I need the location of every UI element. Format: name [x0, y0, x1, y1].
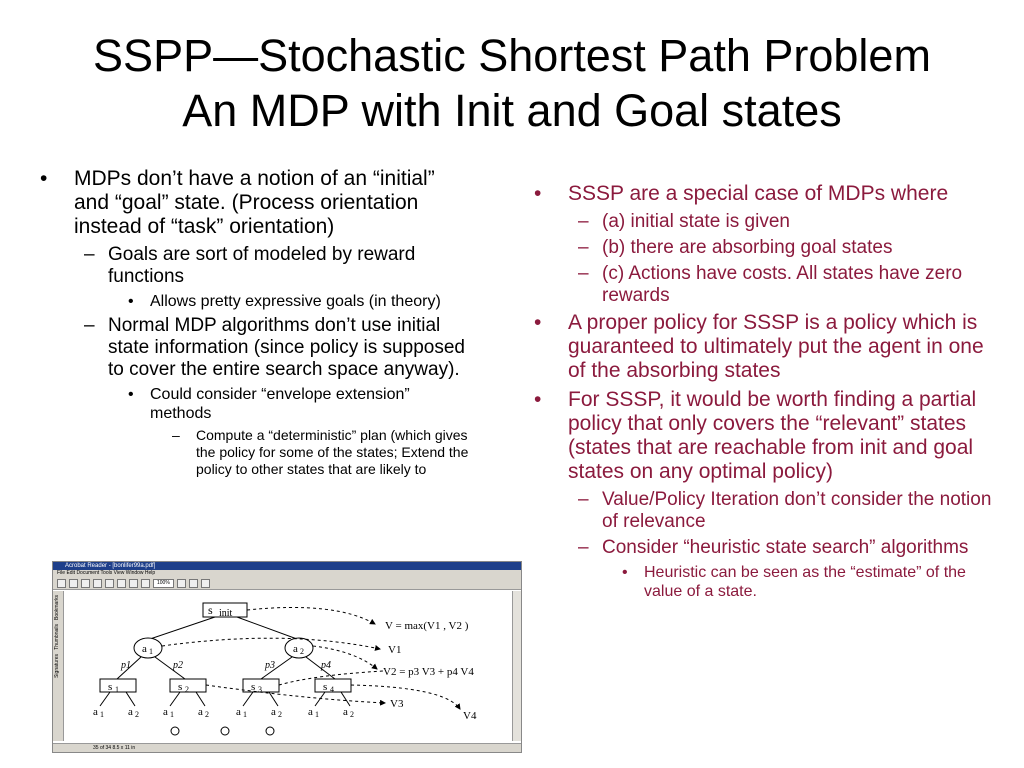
sub-bullet-item	[84, 244, 470, 288]
sub-sub-bullet-text: Heuristic can be seen as the “estimate” of the value of a state.	[644, 564, 966, 600]
bullet-item	[534, 311, 994, 383]
sub-sub-bullet-item	[622, 563, 994, 601]
prob-label: p1	[121, 660, 131, 671]
state-label: s	[178, 681, 183, 693]
bullet-item	[534, 182, 994, 206]
bullet-text: For SSSP, it would be worth finding a partial policy that only covers the “relevant” states (states that are reachable from init and goal states on any optimal policy)	[568, 388, 977, 483]
print-icon	[69, 579, 78, 588]
dash-marker: –	[578, 211, 589, 232]
thumbnails-tab: Thumbnails	[54, 624, 60, 650]
sub-bullet-item	[578, 237, 994, 259]
leaf-a: a	[271, 706, 276, 718]
bullet-marker: •	[534, 182, 542, 205]
action-node	[285, 638, 313, 658]
leaf-sub: 2	[278, 710, 282, 719]
edge	[237, 617, 297, 639]
state-sub: 4	[330, 685, 334, 694]
value-eq-2: V2 = p3 V3 + p4 V4	[383, 666, 474, 678]
action-sub: 2	[300, 647, 304, 656]
leaf-a: a	[198, 706, 203, 718]
leaf-a: a	[308, 706, 313, 718]
dash-marker: –	[578, 489, 589, 510]
bullet-marker: •	[622, 564, 628, 581]
leaf-a: a	[343, 706, 348, 718]
value-v1: V1	[388, 644, 402, 656]
sub-bullet-text: Goals are sort of modeled by reward functions	[108, 244, 416, 287]
sub-bullet-text: Consider “heuristic state search” algorithms	[602, 537, 969, 558]
dash-marker: –	[578, 237, 589, 258]
state-label: s	[108, 681, 113, 693]
prob-label: p2	[173, 660, 183, 671]
prev-page-icon	[117, 579, 126, 588]
bullet-marker: •	[534, 388, 542, 411]
leaf-sub: 1	[100, 710, 104, 719]
leaf-sub: 2	[135, 710, 139, 719]
mdp-tree-diagram	[65, 591, 505, 739]
leaf-edges	[100, 692, 350, 706]
sub-bullet-item	[578, 489, 994, 533]
sub-sub-bullet-text: Could consider “envelope extension” methods	[150, 386, 410, 422]
slide-title	[0, 28, 1024, 138]
dash-marker: –	[84, 244, 95, 265]
bullet-text: A proper policy for SSSP is a policy which is guaranteed to ultimately put the agent in one of the absorbing states	[568, 311, 984, 382]
state-sub: 1	[115, 685, 119, 694]
fit-width-icon	[189, 579, 198, 588]
find-icon	[201, 579, 210, 588]
signatures-tab: Signatures	[54, 653, 60, 678]
menu-bar: File Edit Document Tools View Window Help	[53, 570, 521, 577]
root-state-sub: init	[219, 608, 233, 619]
action-label: a	[293, 643, 298, 655]
value-v4: V4	[463, 710, 477, 722]
window-title-bar: Acrobat Reader - [bonlifer99a.pdf]	[53, 562, 521, 570]
bullet-text: MDPs don’t have a notion of an “initial” and “goal” state. (Process orientation instead of “task” orientation)	[74, 167, 435, 238]
left-column	[40, 167, 470, 557]
leaf-sub: 1	[315, 710, 319, 719]
leaf-a: a	[128, 706, 133, 718]
hand-icon	[81, 579, 90, 588]
side-tabs	[53, 591, 64, 741]
sub-bullet-text: (b) there are absorbing goal states	[602, 237, 893, 258]
bookmarks-tab: Bookmarks	[54, 595, 60, 621]
prob-label: p3	[265, 660, 275, 671]
sub-bullet-text: (c) Actions have costs. All states have zero rewards	[602, 263, 963, 306]
last-page-icon	[141, 579, 150, 588]
sub-bullet-text: Normal MDP algorithms don’t use initial state information (since policy is supposed to cover the entire search space anyway).	[108, 315, 465, 380]
zoom-field: 100%	[153, 579, 174, 588]
bullet-marker: •	[128, 293, 134, 310]
bullet-marker: •	[534, 311, 542, 334]
toolbar	[53, 577, 521, 590]
sub-bullet-item	[578, 211, 994, 233]
dash-marker: –	[84, 315, 95, 336]
prob-label: p4	[321, 660, 331, 671]
leaf-labels	[93, 706, 354, 719]
action-label: a	[142, 643, 147, 655]
leaf-sub: 1	[170, 710, 174, 719]
leaf-sub: 1	[243, 710, 247, 719]
leaf-sub: 2	[350, 710, 354, 719]
root-state-label: s	[208, 603, 213, 617]
value-eq-1: V = max(V1 , V2 )	[385, 620, 469, 632]
bullet-text: SSSP are a special case of MDPs where	[568, 182, 949, 205]
value-v3: V3	[390, 698, 404, 710]
right-column	[534, 182, 994, 605]
bullet-marker: •	[128, 386, 134, 403]
dash-marker: –	[578, 263, 589, 284]
bullet-item	[40, 167, 470, 239]
status-bar: 35 of 34 8.5 x 11 in	[53, 743, 521, 752]
bullet-marker: •	[40, 167, 48, 190]
level4-bullet-text: Compute a “deterministic” plan (which gives the policy for some of the states; Extend the policy to other states that are likely to	[196, 427, 469, 477]
state-sub: 2	[185, 685, 189, 694]
sub-sub-bullet-text: Allows pretty expressive goals (in theory)	[150, 293, 441, 310]
terminal-circles	[171, 727, 274, 735]
state-label: s	[251, 681, 256, 693]
leaf-sub: 2	[205, 710, 209, 719]
fit-page-icon	[177, 579, 186, 588]
leaf-a: a	[93, 706, 98, 718]
action-node	[134, 638, 162, 658]
bullet-item	[534, 388, 994, 484]
sub-bullet-item	[84, 315, 470, 381]
action-sub: 1	[149, 647, 153, 656]
state-sub: 3	[258, 685, 262, 694]
acrobat-screenshot	[52, 561, 522, 753]
sub-bullet-text: (a) initial state is given	[602, 211, 790, 232]
title-line-1: SSPP—Stochastic Shortest Path Problem	[93, 30, 931, 81]
sub-sub-bullet-item	[128, 292, 470, 311]
open-icon	[57, 579, 66, 588]
zoom-tool-icon	[93, 579, 102, 588]
edge	[150, 617, 215, 639]
leaf-a: a	[236, 706, 241, 718]
next-page-icon	[129, 579, 138, 588]
sub-bullet-item	[578, 537, 994, 559]
sub-bullet-text: Value/Policy Iteration don’t consider the notion of relevance	[602, 489, 992, 532]
first-page-icon	[105, 579, 114, 588]
level4-bullet-item	[172, 427, 470, 478]
vertical-scrollbar	[512, 591, 521, 741]
title-line-2: An MDP with Init and Goal states	[182, 85, 842, 136]
dash-marker: –	[172, 427, 180, 443]
state-label: s	[323, 681, 328, 693]
sub-bullet-item	[578, 263, 994, 307]
sub-sub-bullet-item	[128, 385, 470, 423]
dash-marker: –	[578, 537, 589, 558]
leaf-a: a	[163, 706, 168, 718]
